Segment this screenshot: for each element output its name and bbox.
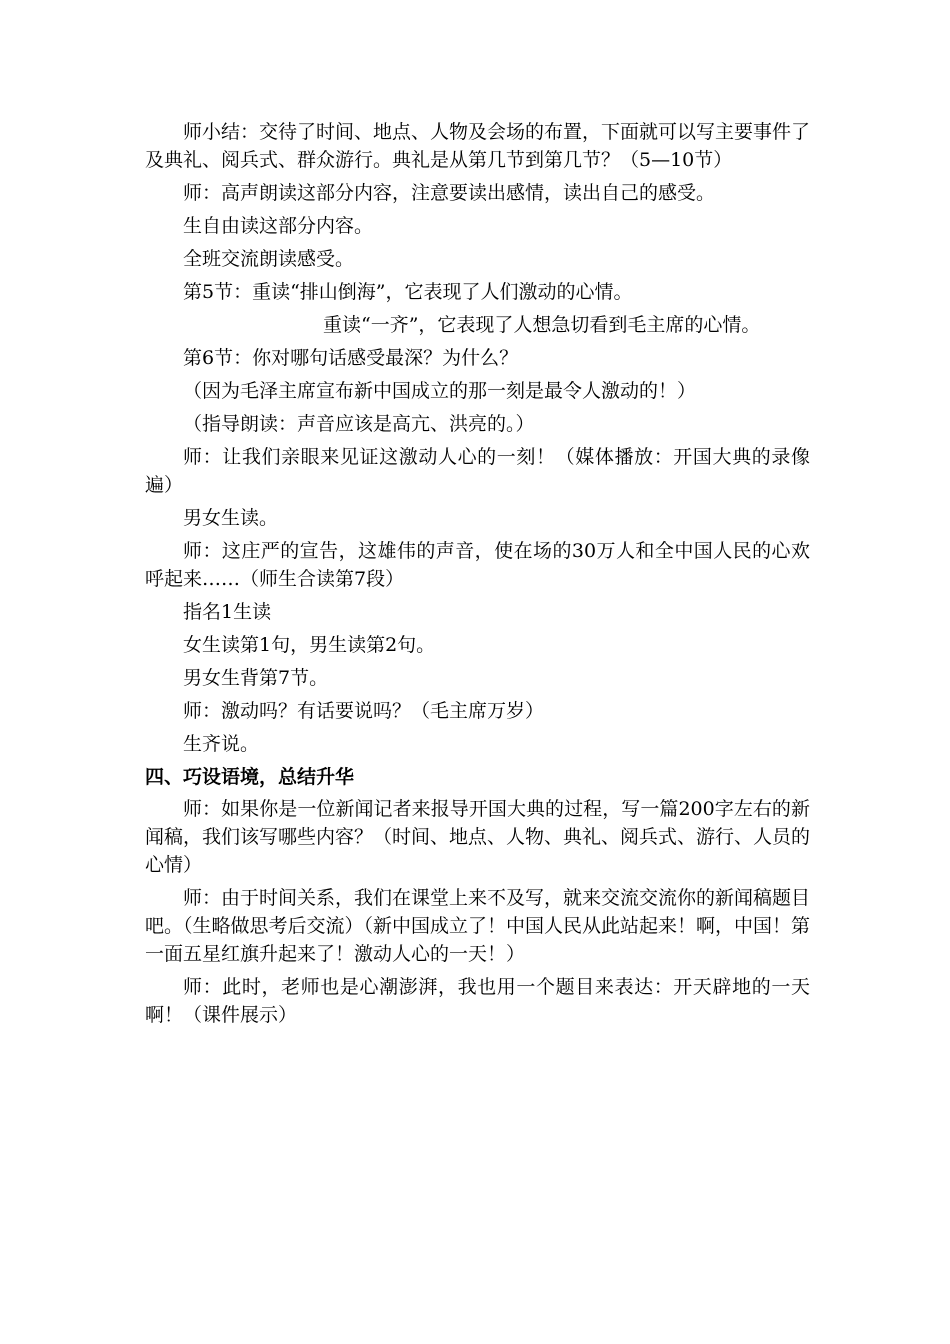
paragraph-media: 师：让我们亲眼来见证这激动人心的一刻！（媒体播放：开国大典的录像遍）	[145, 446, 810, 496]
paragraph-class-share: 全班交流朗读感受。	[183, 248, 355, 270]
paragraph-one-student: 指名1生读	[183, 601, 272, 623]
paragraph-boys-girls-read: 男女生读。	[183, 507, 279, 529]
paragraph-sentence-split: 女生读第1句，男生读第2句。	[183, 634, 436, 656]
paragraph-section6: 第6节：你对哪句话感受最深？为什么？	[183, 347, 519, 369]
paragraph-free-read: 生自由读这部分内容。	[183, 215, 374, 237]
paragraph-reading-guide: （指导朗读：声音应该是高亢、洪亮的。）	[183, 413, 535, 435]
paragraph-chorus: 生齐说。	[183, 733, 260, 755]
paragraph-recite: 男女生背第7节。	[183, 667, 329, 689]
paragraph-section5-emphasis: 重读“一齐”，它表现了人想急切看到毛主席的心情。	[323, 314, 761, 336]
paragraph-reporter: 师：如果你是一位新闻记者来报导开国大典的过程，写一篇200字左右的新闻稿，我们该写哪些内容？（时间、地点、人物、典礼、阅兵式、游行、人员的心情）	[145, 798, 811, 876]
paragraph-excited: 师：激动吗？有话要说吗？（毛主席万岁）	[183, 700, 545, 722]
paragraph-read-aloud: 师：高声朗读这部分内容，注意要读出感情，读出自己的感受。	[183, 182, 716, 204]
paragraph-section5: 第5节：重读“排山倒海”，它表现了人们激动的心情。	[183, 281, 633, 303]
section-heading: 四、巧设语境，总结升华	[145, 766, 355, 788]
document-page	[145, 118, 810, 1034]
paragraph-declaration: 师：这庄严的宣告，这雄伟的声音，使在场的30万人和全中国人民的心欢呼起来……（师生合读第7段）	[145, 540, 810, 590]
paragraph-section6-answer: （因为毛泽主席宣布新中国成立的那一刻是最令人激动的！）	[183, 380, 697, 402]
paragraph-summary: 师小结：交待了时间、地点、人物及会场的布置，下面就可以写主要事件了及典礼、阅兵式、群众游行。典礼是从第几节到第几节？（5—10节）	[145, 121, 811, 171]
paragraph-headline-share: 师：由于时间关系，我们在课堂上来不及写，就来交流交流你的新闻稿题目吧。（生略做思考后交流）（新中国成立了！中国人民从此站起来！啊，中国！第一面五星红旗升起来了！激动人心的一天！）	[145, 887, 811, 965]
paragraph-teacher-title: 师：此时，老师也是心潮澎湃，我也用一个题目来表达：开天辟地的一天啊！（课件展示）	[145, 976, 810, 1026]
